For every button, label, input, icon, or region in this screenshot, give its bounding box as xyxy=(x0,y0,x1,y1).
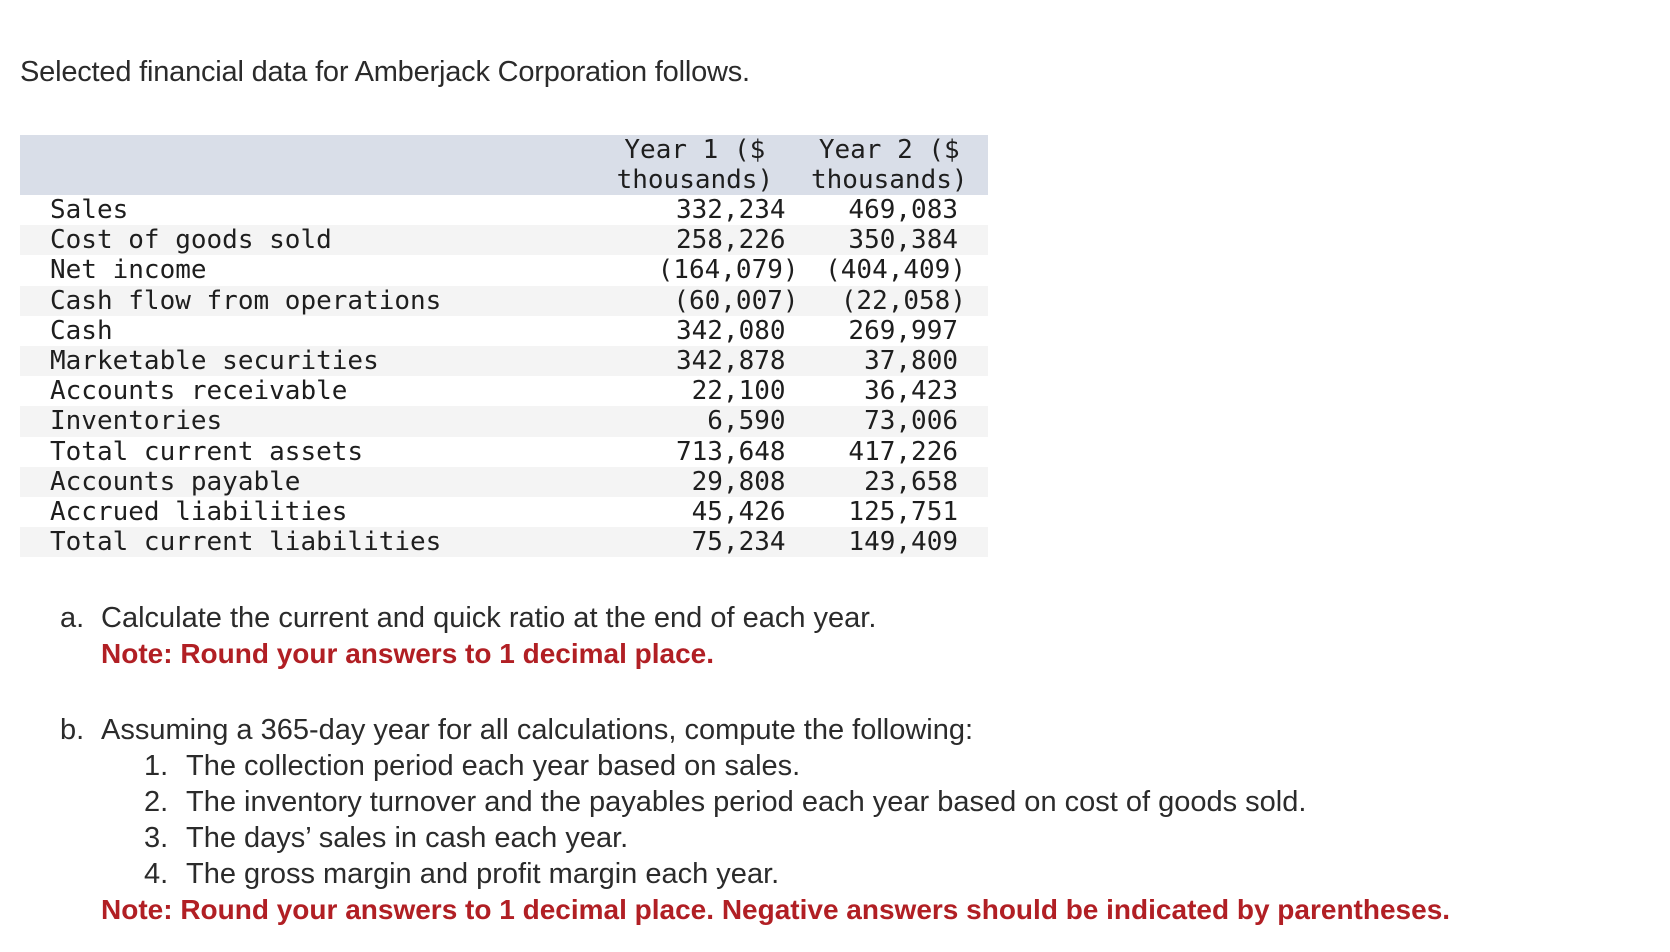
question-b-text: Assuming a 365-day year for all calculations, compute the following: xyxy=(101,714,974,746)
year1-value: 342,878 xyxy=(675,346,786,377)
row-label: Inventories xyxy=(50,406,223,437)
list-item xyxy=(144,856,1450,892)
year1-value: 6,590 xyxy=(707,406,786,437)
table-row xyxy=(20,195,988,225)
question-b-note: Note: Round your answers to 1 decimal place. Negative answers should be indicated by parentheses. xyxy=(101,894,1451,925)
list-item-text: The days’ sales in cash each year. xyxy=(186,822,629,854)
list-item xyxy=(144,784,1450,820)
question-a xyxy=(60,600,876,672)
question-a-text: Calculate the current and quick ratio at the end of each year. xyxy=(101,602,877,634)
year1-value: 713,648 xyxy=(675,436,786,467)
list-item xyxy=(144,820,1450,856)
financial-data-table xyxy=(20,135,988,557)
table-row xyxy=(20,497,988,527)
year2-value: 269,997 xyxy=(848,315,958,346)
year2-value: 73,006 xyxy=(864,406,958,437)
year2-value: (22,058) xyxy=(840,285,966,316)
year2-value: 37,800 xyxy=(864,346,958,377)
list-item-text: The gross margin and profit margin each year. xyxy=(186,858,780,890)
year1-value: (164,079) xyxy=(657,255,799,286)
row-label: Total current liabilities xyxy=(50,527,442,558)
year2-value: 125,751 xyxy=(848,497,958,528)
table-row xyxy=(20,346,988,376)
year2-value: 417,226 xyxy=(848,436,958,467)
table-row xyxy=(20,527,988,557)
year1-value: 29,808 xyxy=(691,466,786,497)
header-year1-text: Year 1 ($ thousands) xyxy=(616,135,774,195)
year2-value: 23,658 xyxy=(864,466,958,497)
row-label: Accounts receivable xyxy=(50,376,348,407)
row-label: Total current assets xyxy=(50,436,364,467)
row-label: Net income xyxy=(50,255,207,286)
row-label: Cash flow from operations xyxy=(50,285,442,316)
table-row xyxy=(20,316,988,346)
year1-value: 75,234 xyxy=(691,527,786,558)
header-label-cell xyxy=(20,135,599,195)
table-row xyxy=(20,437,988,467)
row-label: Accounts payable xyxy=(50,466,301,497)
list-item-number: 1. xyxy=(144,750,169,782)
year1-value: 45,426 xyxy=(691,497,786,528)
list-item xyxy=(144,748,1450,784)
question-b-list xyxy=(60,748,1450,892)
year2-value: 469,083 xyxy=(848,195,958,225)
year1-value: 342,080 xyxy=(675,315,786,346)
header-year1 xyxy=(599,135,790,195)
question-a-note: Note: Round your answers to 1 decimal place. xyxy=(101,638,715,669)
table-row xyxy=(20,225,988,255)
list-item-number: 4. xyxy=(144,858,169,890)
list-item-text: The collection period each year based on sales. xyxy=(186,750,801,782)
year2-value: 149,409 xyxy=(848,527,958,558)
list-item-number: 3. xyxy=(144,822,169,854)
table-row xyxy=(20,286,988,316)
row-label: Marketable securities xyxy=(50,346,379,377)
year1-value: 258,226 xyxy=(675,225,786,256)
year1-value: 332,234 xyxy=(675,195,786,225)
row-label: Accrued liabilities xyxy=(50,497,348,528)
question-b xyxy=(60,712,1450,928)
year2-value: (404,409) xyxy=(825,255,966,286)
table-row xyxy=(20,376,988,406)
table-header-row xyxy=(20,135,988,195)
list-item-number: 2. xyxy=(144,786,169,818)
row-label: Sales xyxy=(50,195,129,225)
row-label: Cash xyxy=(50,315,113,346)
year2-value: 36,423 xyxy=(864,376,958,407)
question-a-letter: a. xyxy=(60,602,85,634)
question-b-letter: b. xyxy=(60,714,85,746)
table-row xyxy=(20,467,988,497)
table-row xyxy=(20,255,988,285)
header-year2-text: Year 2 ($ thousands) xyxy=(811,135,968,195)
table-row xyxy=(20,406,988,436)
question-a-prompt xyxy=(60,600,876,636)
row-label: Cost of goods sold xyxy=(50,225,332,256)
year1-value: 22,100 xyxy=(691,376,786,407)
year2-value: 350,384 xyxy=(848,225,958,256)
intro-text: Selected financial data for Amberjack Corporation follows. xyxy=(20,56,750,88)
header-year2 xyxy=(791,135,988,195)
question-b-prompt xyxy=(60,712,1450,748)
year1-value: (60,007) xyxy=(673,285,799,316)
list-item-text: The inventory turnover and the payables period each year based on cost of goods sold. xyxy=(186,786,1307,818)
